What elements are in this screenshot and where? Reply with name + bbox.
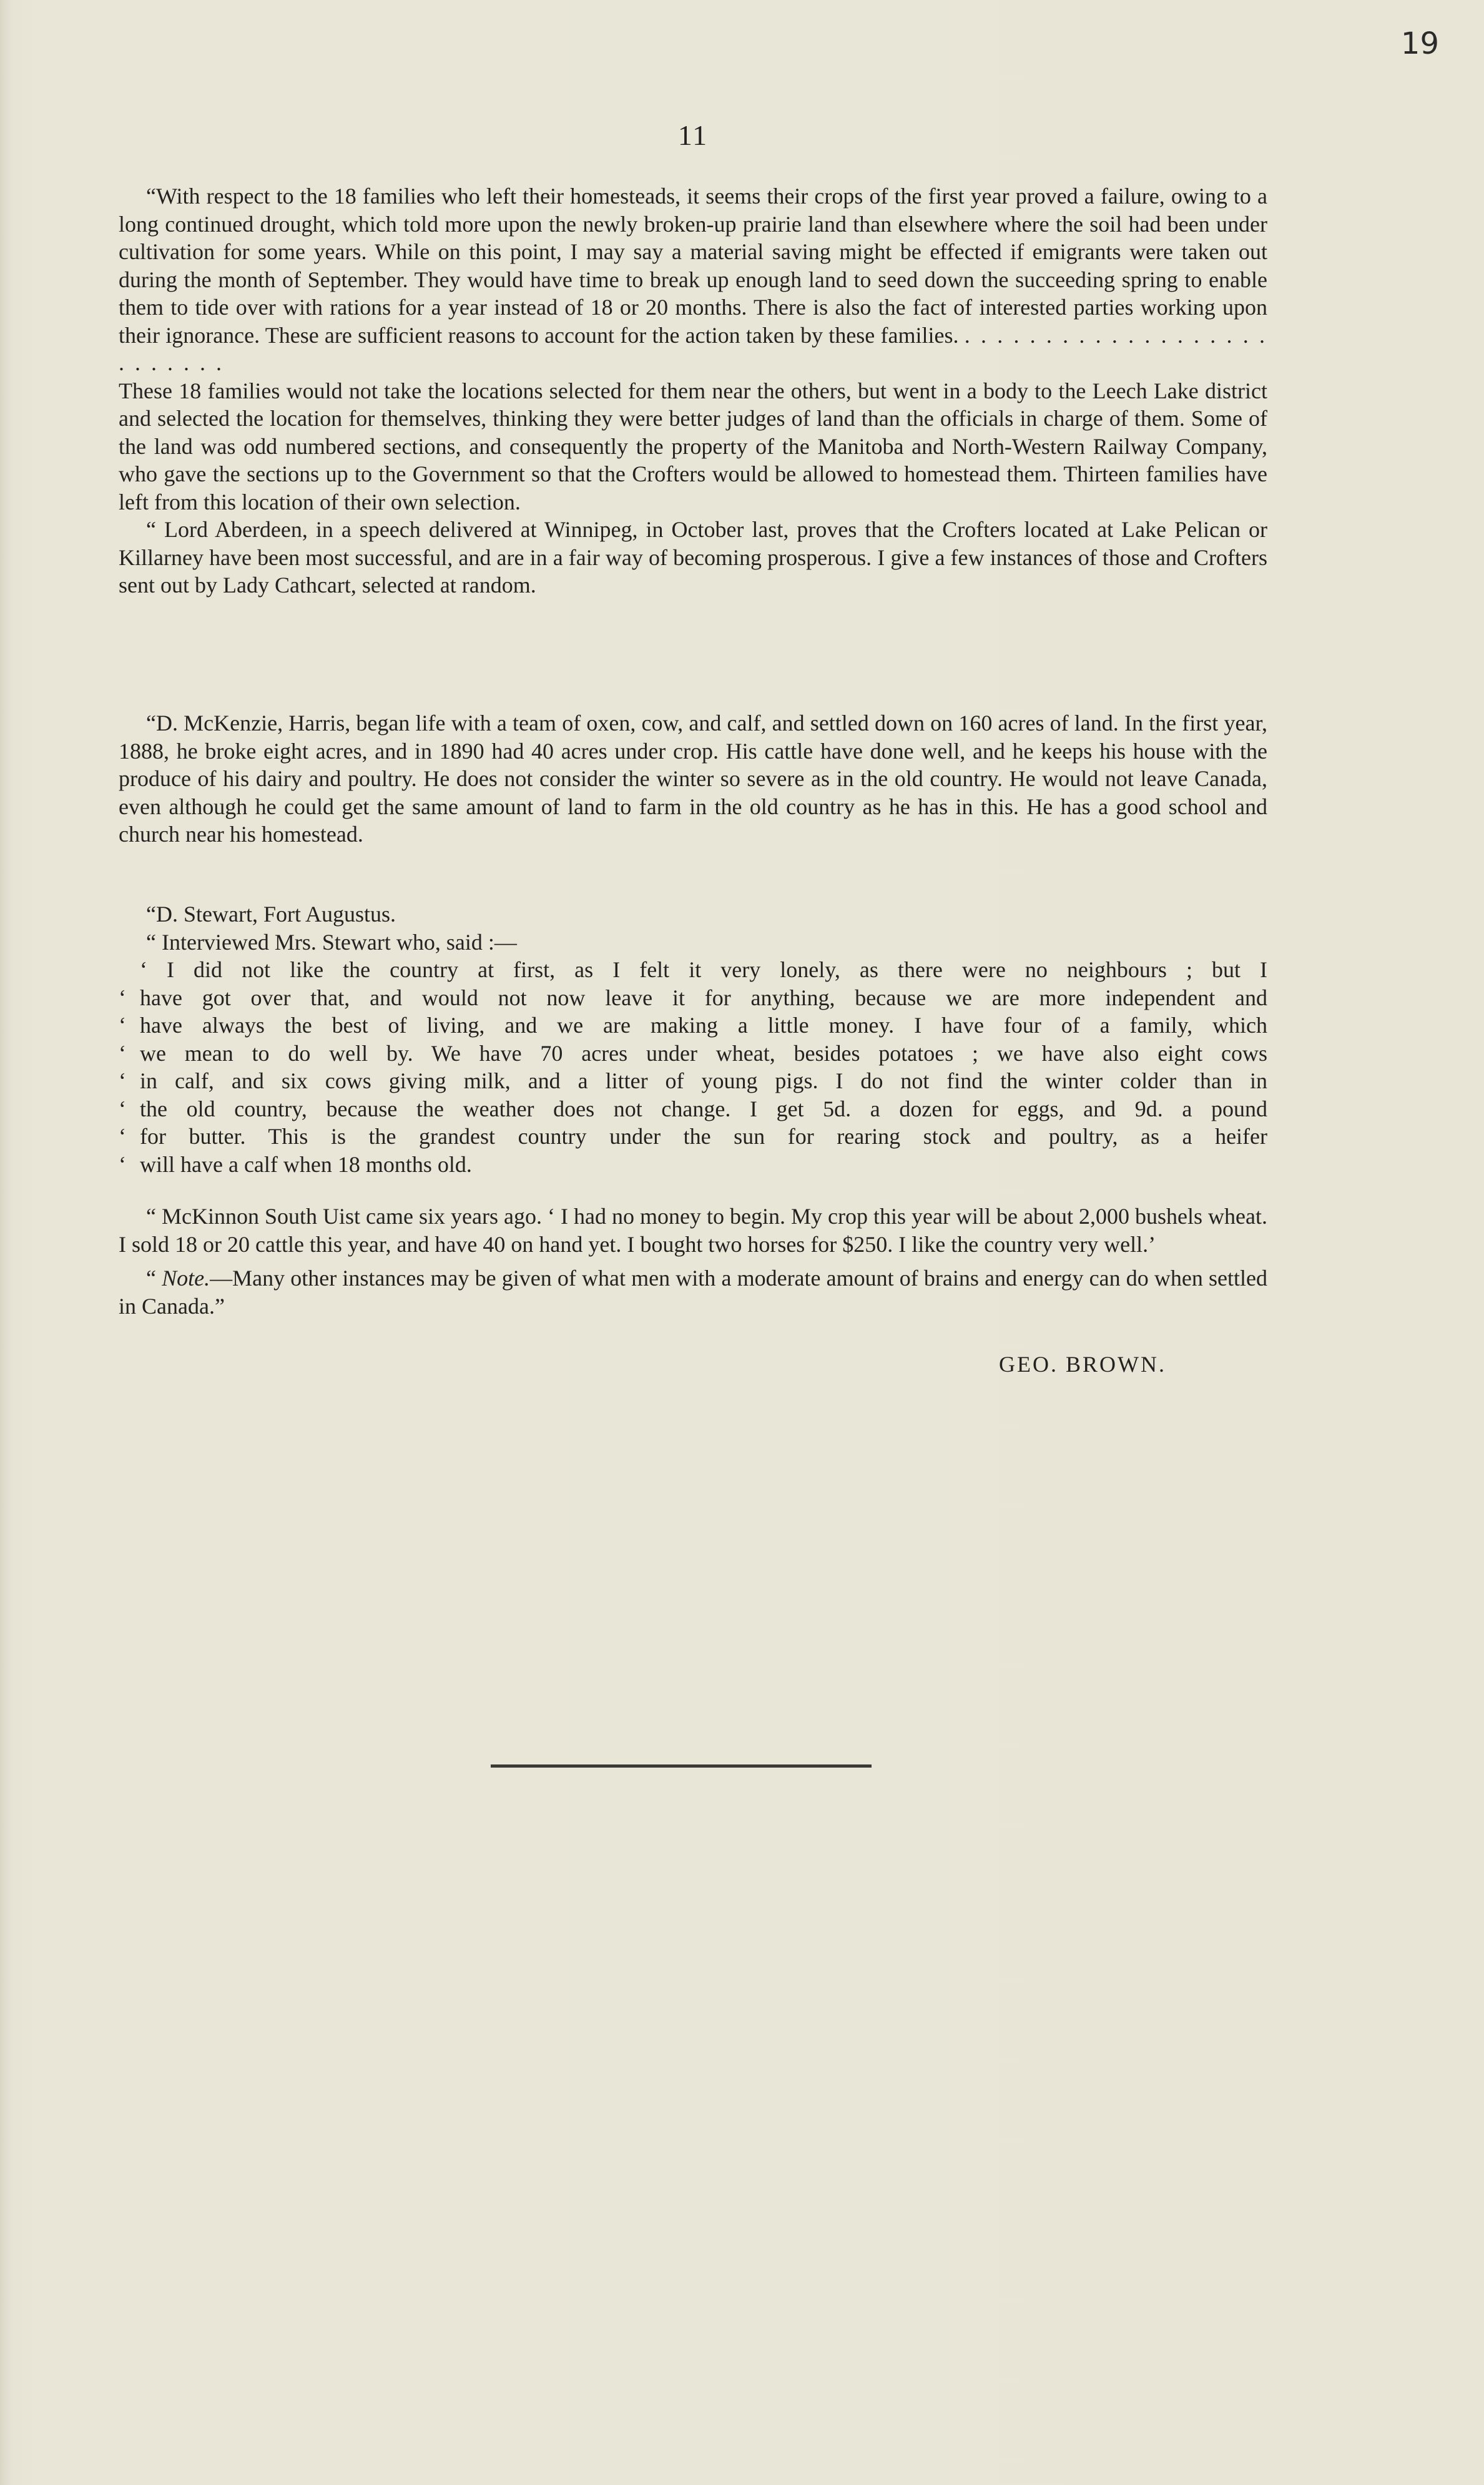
quote-line — [119, 1011, 1267, 1040]
quote-line — [119, 984, 1267, 1012]
paragraph-stewart-interview: “ Interviewed Mrs. Stewart who, said :— — [146, 929, 517, 955]
paragraph-leech-lake: These 18 families would not take the locations selected for them near the others, but went in a body to the Leech Lake district and selected the location for themselves, thinking they were better judges of land than the officials in charge of them. Some of the land was odd numbered sections, and consequently the property of the Manitoba and North-Western Railway Company, who gave the sections up to the Government so that the Crofters would be allowed to homestead them. Thirteen families have left from this location of their own selection. — [119, 378, 1267, 514]
printed-page-number: 11 — [677, 119, 709, 151]
quote-line — [119, 1040, 1267, 1068]
paragraph-lord-aberdeen: “ Lord Aberdeen, in a speech delivered at Winnipeg, in October last, proves that the Crofters located at Lake Pelican or Killarney have been most successful, and are in a fair way of becoming prosperous. I give a few instances of those and Crofters sent out by Lady Cathcart, selected at random. — [119, 517, 1267, 598]
quote-mark: ‘ — [119, 1013, 126, 1038]
horizontal-rule — [491, 1764, 872, 1768]
paragraph-note — [119, 1264, 1267, 1320]
signature: GEO. BROWN. — [999, 1352, 1166, 1377]
quote-line-text: for butter. This is the grandest country under the sun for rearing stock and poultry, as a heifer — [140, 1124, 1267, 1149]
quote-line — [119, 956, 1267, 984]
note-text: —Many other instances may be given of what men with a moderate amount of brains and energy can do when settled in Canada.” — [119, 1266, 1268, 1319]
letter-body-part-4 — [119, 1203, 1267, 1320]
letter-body-part-2 — [119, 709, 1267, 849]
paragraph-mckinnon: “ McKinnon South Uist came six years ago. ‘ I had no money to begin. My crop this year will be about 2,000 bushels wheat. I sold 18 or 20 cattle this year, and have 40 on hand yet. I bought two horses for $250. I like the country very well.’ — [119, 1204, 1267, 1257]
quote-mark: ‘ — [119, 1068, 126, 1093]
paragraph-drought-text: “With respect to the 18 families who left their homesteads, it seems their crops of the first year proved a failure, owing to a long continued drought, which told more upon the newly broken-up prairie land than elsewhere where the soil had been under cultivation for some years. While on this point, I may say a material saving might be effected if emigrants were taken out during the month of September. They would have time to break up enough land to seed down the succeeding spring to enable them to tide over with rations for a year instead of 18 or 20 months. There is also the fact of interested parties working upon their ignorance. These are sufficient reasons to account for the action taken by these families. — [119, 184, 1267, 348]
paragraph-drought — [119, 182, 1267, 377]
quote-line — [119, 1151, 1267, 1179]
note-quote-open: “ — [146, 1266, 162, 1291]
quote-line-text: have got over that, and would not now leave it for anything, because we are more independent and — [140, 985, 1267, 1010]
quote-line-text: ‘ I did not like the country at first, as I felt it very lonely, as there were no neighbours ; but I — [140, 957, 1267, 982]
ellipsis-dots: . . . . . . . . . . . . . . . . . . . . . . . . . . — [119, 322, 1268, 375]
paragraph-stewart-heading: “D. Stewart, Fort Augustus. — [146, 902, 396, 927]
quote-mark: ‘ — [119, 1096, 126, 1121]
paragraph-mckenzie: “D. McKenzie, Harris, began life with a team of oxen, cow, and calf, and settled down on 160 acres of land. In the first year, 1888, he broke eight acres, and in 1890 had 40 acres under crop. His cattle have done well, and he keeps his house with the produce of his dairy and poultry. He does not consider the winter so severe as in the old country. He would not leave Canada, even although he could get the same amount of land to farm in the old country as he has in this. He has a good school and church near his homestead. — [119, 711, 1267, 847]
quote-line-text: the old country, because the weather does not change. I get 5d. a dozen for eggs, and 9d. a pound — [140, 1096, 1267, 1121]
letter-body-part-3 — [119, 900, 1267, 1178]
quote-mark: ‘ — [119, 1040, 126, 1066]
quote-line — [119, 1095, 1267, 1123]
quote-mark: ‘ — [119, 1124, 126, 1149]
scan-page-number: 19 — [1400, 26, 1439, 61]
quote-line-text: in calf, and six cows giving milk, and a litter of young pigs. I do not find the winter colder than in — [140, 1068, 1267, 1093]
letter-body-part-1 — [119, 182, 1267, 599]
quote-line — [119, 1123, 1267, 1151]
note-label: Note. — [162, 1266, 210, 1291]
quote-mark: ‘ — [119, 1151, 126, 1177]
quote-line-text: we mean to do well by. We have 70 acres under wheat, besides potatoes ; we have also eight cows — [140, 1040, 1267, 1066]
quote-mark: ‘ — [119, 985, 126, 1010]
quote-line — [119, 1067, 1267, 1095]
quote-line-text: will have a calf when 18 months old. — [140, 1151, 472, 1177]
quote-line-text: have always the best of living, and we are making a little money. I have four of a family, which — [140, 1013, 1267, 1038]
